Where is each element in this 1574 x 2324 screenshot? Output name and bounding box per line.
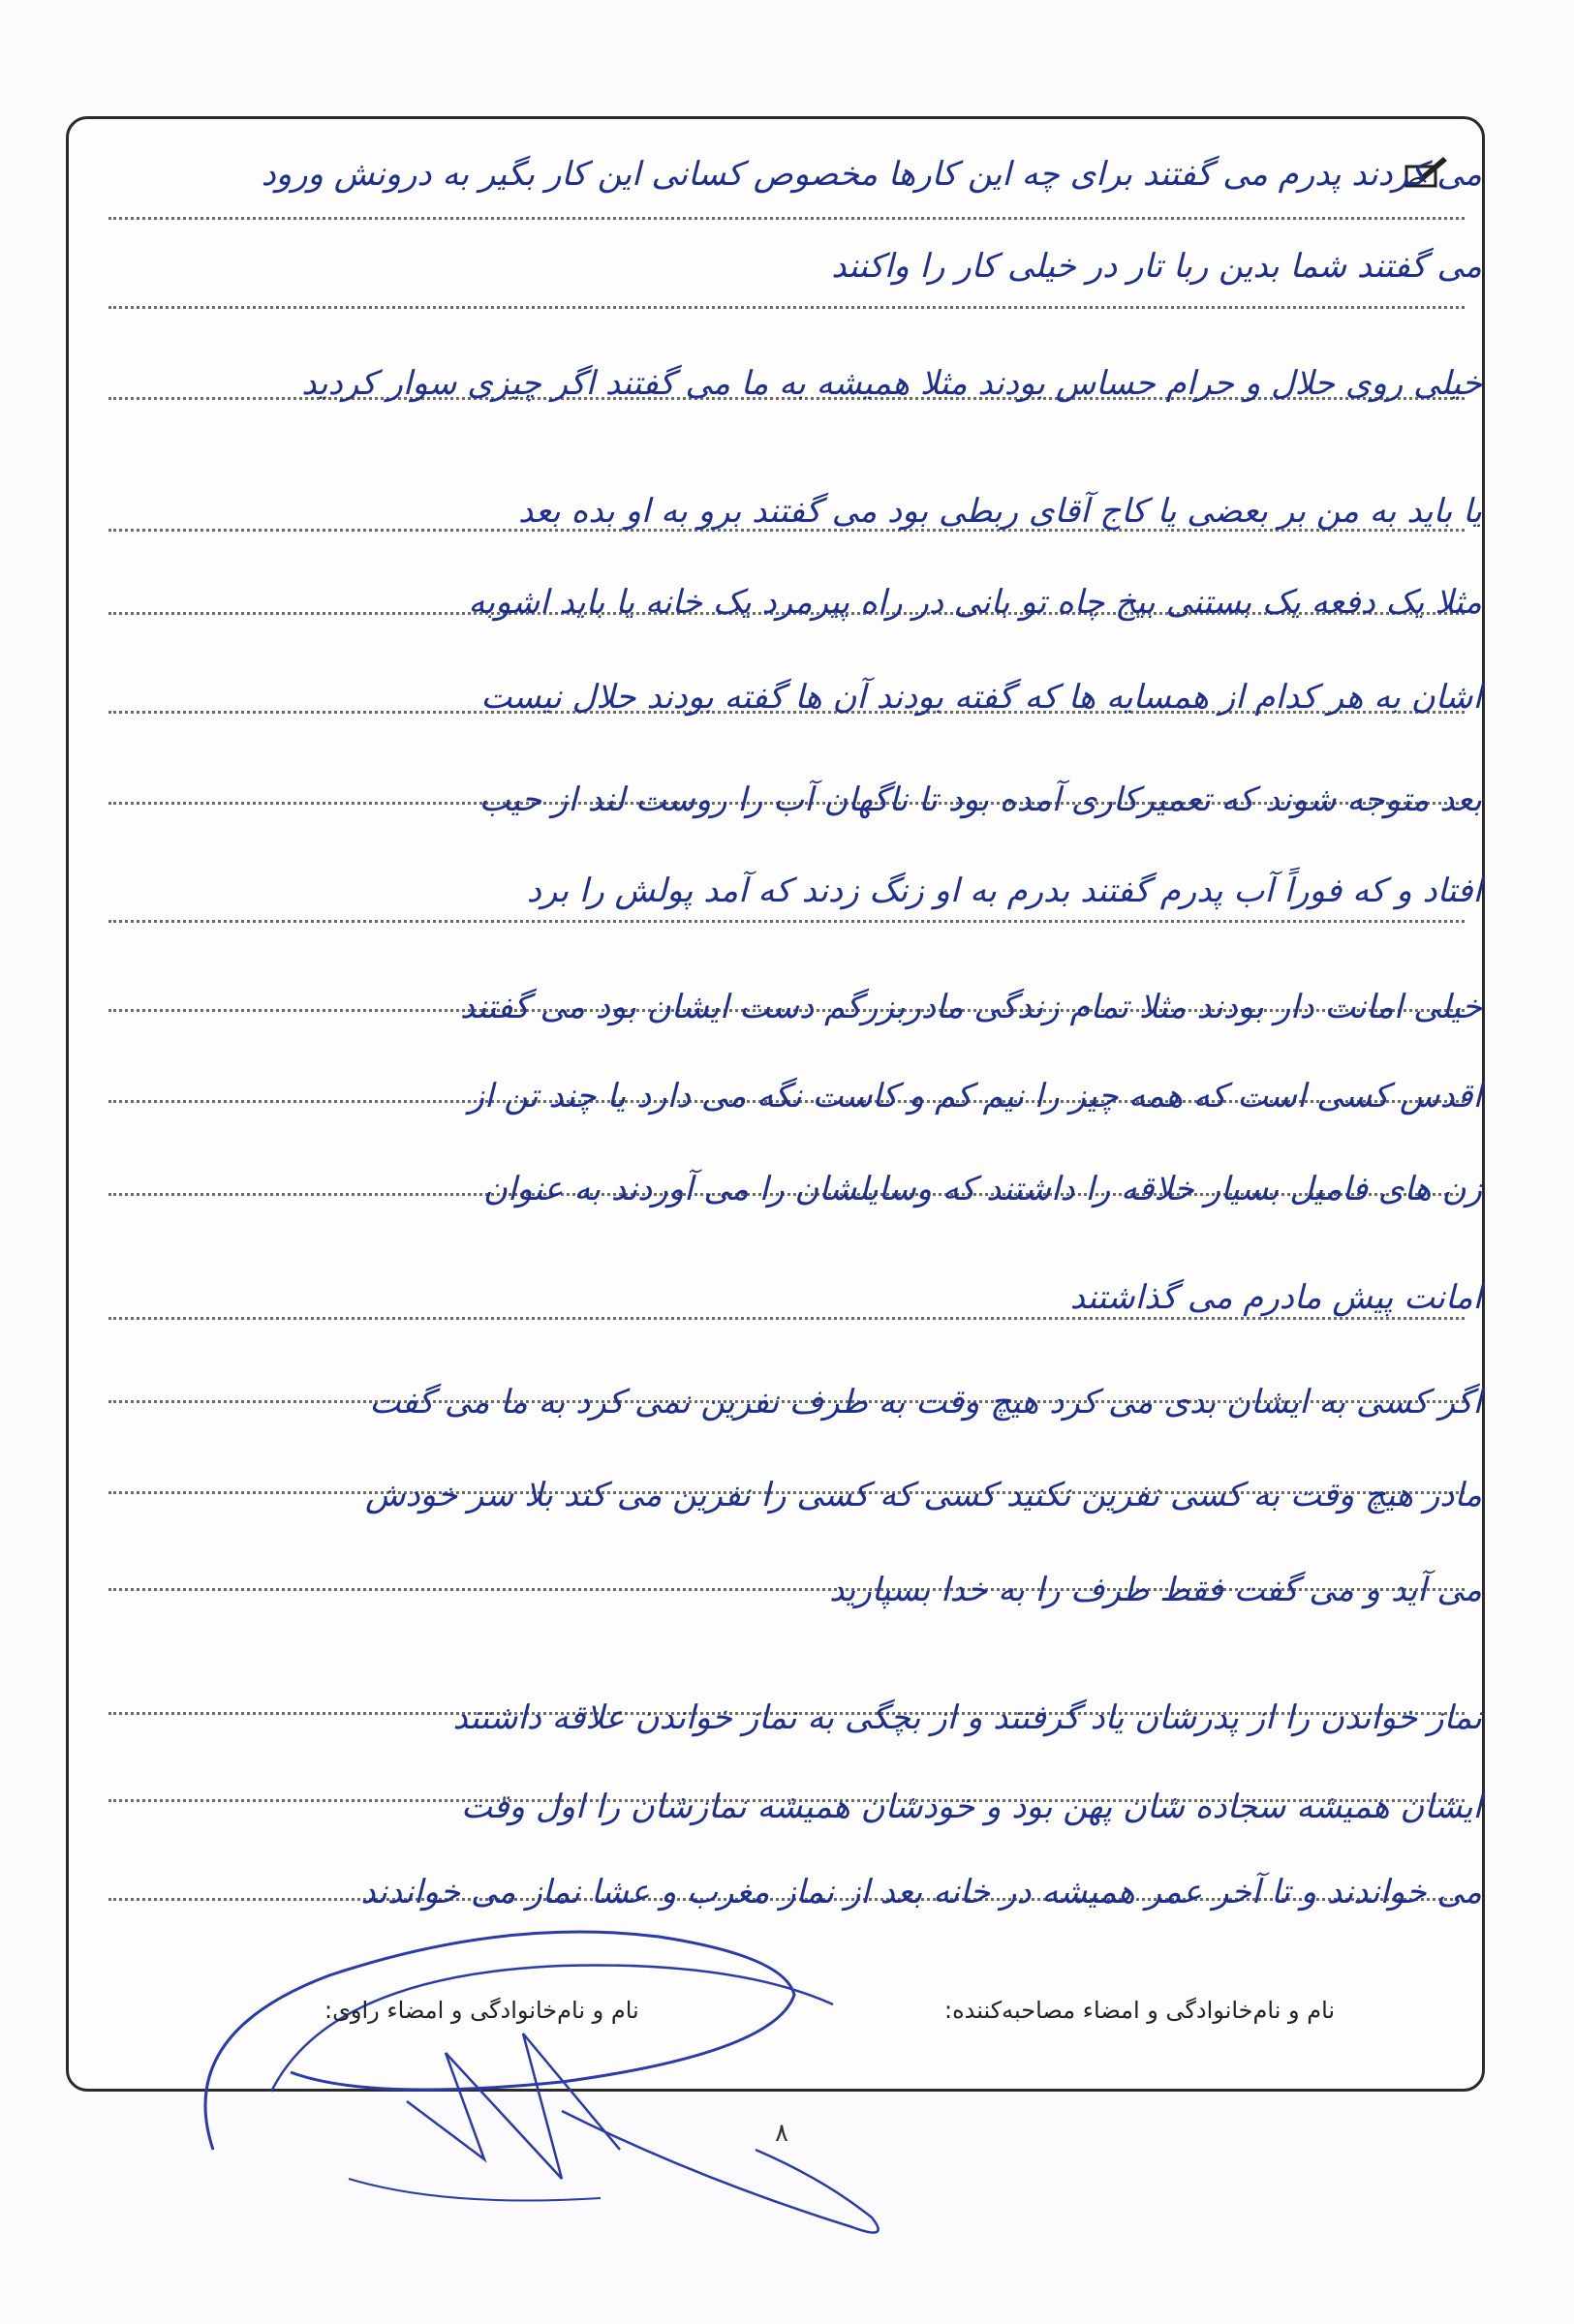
text-line: بعد متوجه شوند که تعمیرکاری آمده بود تا ناگهان آب را روست لند از حیب bbox=[478, 780, 1482, 819]
text-line: اقدس کسی است که همه چیز را نیم کم و کاست نگه می دارد یا چند تن از bbox=[468, 1077, 1482, 1116]
text-line: مثلا یک دفعه یک بستنی بیخ چاه تو بانی در راه پیرمرد یک خانه یا باید اشوبه bbox=[468, 583, 1482, 622]
text-line: می گفتند شما بدین ربا تار در خیلی کار را واکنند bbox=[831, 247, 1482, 286]
text-line: خیلی روی حلال و حرام حساس بودند مثلا همیشه به ما می گفتند اگر چیزی سوار کردید bbox=[301, 364, 1482, 403]
text-line: نماز خواندن را از پدرشان یاد گرفتند و از بچگی به نماز خواندن علاقه داشتند bbox=[452, 1698, 1482, 1737]
narrator-signature-label: نام و نام‌خانوادگی و امضاء راوی: bbox=[324, 1997, 639, 2024]
text-line: زن های فامیل بسیار خلاقه را داشتند که وسایلشان را می آوردند به عنوان bbox=[483, 1170, 1482, 1208]
text-line: امانت پیش مادرم می گذاشتند bbox=[1069, 1278, 1482, 1317]
text-line: می کردند پدرم می گفتند برای چه این کارها مخصوص کسانی این کار بگیر به درونش ورود bbox=[261, 155, 1482, 194]
text-line: اشان به هر کدام از همسایه ها که گفته بودند آن ها گفته بودند حلال نیست bbox=[480, 678, 1482, 717]
text-line: یا باید به من بر بعضی یا کاج آقای ربطی بود می گفتند برو به او بده بعد bbox=[518, 492, 1482, 531]
text-line: افتاد و که فوراً آب پدرم گفتند بدرم به او زنگ زدند که آمد پولش را برد bbox=[526, 872, 1482, 910]
text-line: خیلی امانت دار بودند مثلا تمام زندگی مادربزرگم دست ایشان بود می گفتند bbox=[459, 988, 1482, 1026]
text-line: می خواندند و تا آخر عمر همیشه در خانه بعد از نماز مغرب و عشا نماز می خواندند bbox=[360, 1873, 1482, 1911]
text-line: ایشان همیشه سجاده شان پهن بود و خودشان همیشه نمازشان را اول وقت bbox=[461, 1788, 1482, 1826]
signature-scribble bbox=[155, 1859, 949, 2266]
interviewer-signature-label: نام و نام‌خانوادگی و امضاء مصاحبه‌کننده: bbox=[944, 1997, 1336, 2024]
text-line: مادر هیچ وقت به کسی نفرین نکنید کسی که کسی را نفرین می کند بلا سر خودش bbox=[365, 1476, 1482, 1514]
text-line: می آید و می گفت فقط طرف را به خدا بسپارید bbox=[829, 1571, 1482, 1609]
page-number: ۸ bbox=[775, 2119, 788, 2148]
text-line: اگر کسی به ایشان بدی می کرد هیچ وقت به طرف نفرین نمی کرد به ما می گفت bbox=[369, 1383, 1482, 1422]
